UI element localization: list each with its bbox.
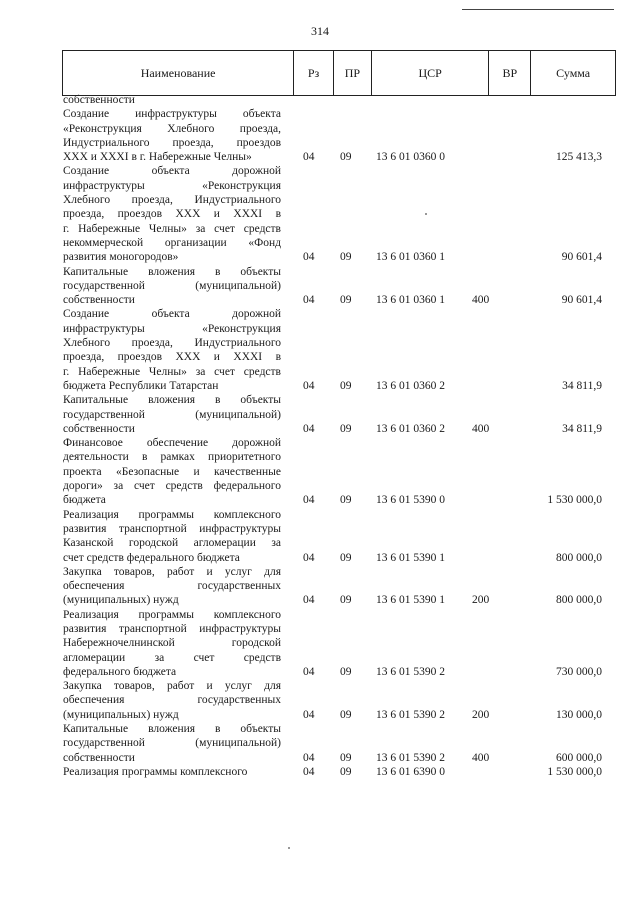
row-name-line: собственности (63, 94, 135, 106)
row-values (0, 708, 640, 722)
row-name-line: обеспечения государственных (63, 580, 281, 593)
row-name-line: XXX и XXXI в г. Набережные Челны» (63, 151, 252, 164)
row-sum: 600 000,0 (556, 751, 602, 764)
row-values (0, 379, 640, 393)
row-name-line: Закупка товаров, работ и услуг для (63, 680, 281, 693)
row-values (0, 551, 640, 565)
row-name-line: некоммерческой организации «Фонд (63, 236, 281, 249)
header-rz: Рз (294, 51, 334, 95)
row-values (0, 493, 640, 507)
header-pr: ПР (334, 51, 372, 95)
row-rz: 04 (303, 751, 315, 764)
row-name-line: Реализация программы комплексного (63, 608, 281, 621)
row-name-line: собственности (63, 294, 135, 307)
row-vr: 400 (472, 294, 490, 307)
row-csr: 13 6 01 0360 0 (376, 151, 445, 164)
table-row (0, 107, 640, 164)
row-pr: 09 (340, 379, 352, 392)
row-name-line: развития транспортной инфраструктуры (63, 522, 281, 535)
row-vr: 200 (472, 708, 490, 721)
row-csr: 13 6 01 5390 0 (376, 494, 445, 507)
row-sum: 130 000,0 (556, 708, 602, 721)
row-sum: 125 413,3 (556, 151, 602, 164)
row-values (0, 150, 640, 164)
row-pr: 09 (340, 151, 352, 164)
row-rz: 04 (303, 765, 315, 778)
row-sum: 1 530 000,0 (547, 494, 602, 507)
row-rz: 04 (303, 708, 315, 721)
table-row (0, 393, 640, 436)
row-name-line: Капитальные вложения в объекты (63, 265, 281, 278)
row-values (0, 751, 640, 765)
table-row (0, 679, 640, 722)
row-rz: 04 (303, 422, 315, 435)
row-name-line: собственности (63, 422, 135, 435)
row-sum: 34 811,9 (562, 422, 602, 435)
row-values (0, 593, 640, 607)
row-name-line: Закупка товаров, работ и услуг для (63, 565, 281, 578)
row-name-line: дороги» за счет средств федерального (63, 480, 281, 493)
row-csr: 13 6 01 0360 2 (376, 422, 445, 435)
row-name-line: Индустриального проезда, проездов (63, 136, 281, 149)
row-sum: 90 601,4 (561, 294, 602, 307)
row-sum: 800 000,0 (556, 594, 602, 607)
row-csr: 13 6 01 5390 1 (376, 594, 445, 607)
row-rz: 04 (303, 494, 315, 507)
row-values (0, 765, 640, 779)
table-row (0, 565, 640, 608)
row-name-line: г. Набережные Челны» за счет средств (63, 365, 281, 378)
row-name-line: (муниципальных) нужд (63, 708, 179, 721)
row-pr: 09 (340, 708, 352, 721)
row-values (0, 293, 640, 307)
row-name-line: развития моногородов» (63, 251, 179, 264)
row-pr: 09 (340, 422, 352, 435)
table-header (62, 50, 616, 96)
row-name-line: Создание объекта дорожной (63, 165, 281, 178)
row-csr: 13 6 01 5390 2 (376, 665, 445, 678)
row-pr: 09 (340, 551, 352, 564)
row-csr: 13 6 01 0360 2 (376, 379, 445, 392)
row-name-line: деятельности в рамках приоритетного (63, 451, 281, 464)
header-name: Наименование (63, 51, 294, 95)
row-rz: 04 (303, 594, 315, 607)
row-pr: 09 (340, 765, 352, 778)
row-name-line: Капитальные вложения в объекты (63, 723, 281, 736)
row-name-line: г. Набережные Челны» за счет средств (63, 222, 281, 235)
row-name-line: развития транспортной инфраструктуры (63, 622, 281, 635)
row-pr: 09 (340, 665, 352, 678)
row-name-line: Реализация программы комплексного (63, 508, 281, 521)
header-vr: ВР (489, 51, 531, 95)
row-name-line: проезда, проездов XXX и XXXI в (63, 351, 281, 364)
row-csr: 13 6 01 0360 1 (376, 251, 445, 264)
table-row (0, 722, 640, 765)
row-name-line: бюджета Республики Татарстан (63, 379, 219, 392)
table-row (0, 436, 640, 507)
row-name-line: Реализация программы комплексного (63, 765, 248, 778)
row-name-line: Хлебного проезда, Индустриального (63, 337, 281, 350)
row-values (0, 422, 640, 436)
row-name-line: государственной (муниципальной) (63, 279, 281, 292)
table-row (0, 265, 640, 308)
row-name-line: Казанской городской агломерации за (63, 537, 281, 550)
table-row (0, 608, 640, 679)
row-vr: 400 (472, 751, 490, 764)
row-pr: 09 (340, 751, 352, 764)
row-name-line: «Реконструкция Хлебного проезда, (63, 122, 281, 135)
table-row (0, 765, 640, 779)
row-rz: 04 (303, 151, 315, 164)
row-csr: 13 6 01 5390 2 (376, 708, 445, 721)
row-values (0, 250, 640, 264)
row-name-line: (муниципальных) нужд (63, 594, 179, 607)
table-row (0, 508, 640, 565)
row-rz: 04 (303, 379, 315, 392)
row-rz: 04 (303, 551, 315, 564)
row-name-line: Хлебного проезда, Индустриального (63, 194, 281, 207)
table-row (0, 164, 640, 264)
row-name-line: Капитальные вложения в объекты (63, 394, 281, 407)
scan-speck (288, 847, 290, 849)
row-rz: 04 (303, 251, 315, 264)
row-rz: 04 (303, 665, 315, 678)
header-csr: ЦСР (372, 51, 490, 95)
row-name-line: бюджета (63, 494, 106, 507)
page-number: 314 (311, 24, 329, 38)
top-rule (462, 9, 614, 10)
row-sum: 1 530 000,0 (547, 765, 602, 778)
row-csr: 13 6 01 5390 2 (376, 751, 445, 764)
row-csr: 13 6 01 6390 0 (376, 765, 445, 778)
row-values (0, 93, 640, 107)
row-vr: 200 (472, 594, 490, 607)
row-pr: 09 (340, 251, 352, 264)
row-name-line: Создание инфраструктуры объекта (63, 108, 281, 121)
table-row (0, 307, 640, 393)
row-name-line: Финансовое обеспечение дорожной (63, 437, 281, 450)
row-values (0, 665, 640, 679)
scan-speck (425, 213, 427, 215)
row-name-line: Набережночелнинской городской (63, 637, 281, 650)
row-sum: 800 000,0 (556, 551, 602, 564)
row-csr: 13 6 01 0360 1 (376, 294, 445, 307)
row-name-line: инфраструктуры «Реконструкция (63, 322, 281, 335)
row-rz: 04 (303, 294, 315, 307)
row-name-line: проекта «Безопасные и качественные (63, 465, 281, 478)
row-name-line: государственной (муниципальной) (63, 408, 281, 421)
row-sum: 34 811,9 (562, 379, 602, 392)
row-name-line: собственности (63, 751, 135, 764)
row-pr: 09 (340, 494, 352, 507)
row-csr: 13 6 01 5390 1 (376, 551, 445, 564)
row-name-line: федерального бюджета (63, 665, 177, 678)
row-sum: 90 601,4 (561, 251, 602, 264)
row-name-line: счет средств федерального бюджета (63, 551, 240, 564)
row-pr: 09 (340, 594, 352, 607)
table-body (0, 93, 640, 779)
row-name-line: агломерации за счет средств (63, 651, 281, 664)
row-pr: 09 (340, 294, 352, 307)
row-vr: 400 (472, 422, 490, 435)
table-row (0, 93, 640, 107)
row-name-line: инфраструктуры «Реконструкция (63, 179, 281, 192)
row-name-line: Создание объекта дорожной (63, 308, 281, 321)
row-name-line: проезда, проездов XXX и XXXI в (63, 208, 281, 221)
header-sum: Сумма (556, 65, 591, 80)
row-name-line: государственной (муниципальной) (63, 737, 281, 750)
row-name-line: обеспечения государственных (63, 694, 281, 707)
row-sum: 730 000,0 (556, 665, 602, 678)
